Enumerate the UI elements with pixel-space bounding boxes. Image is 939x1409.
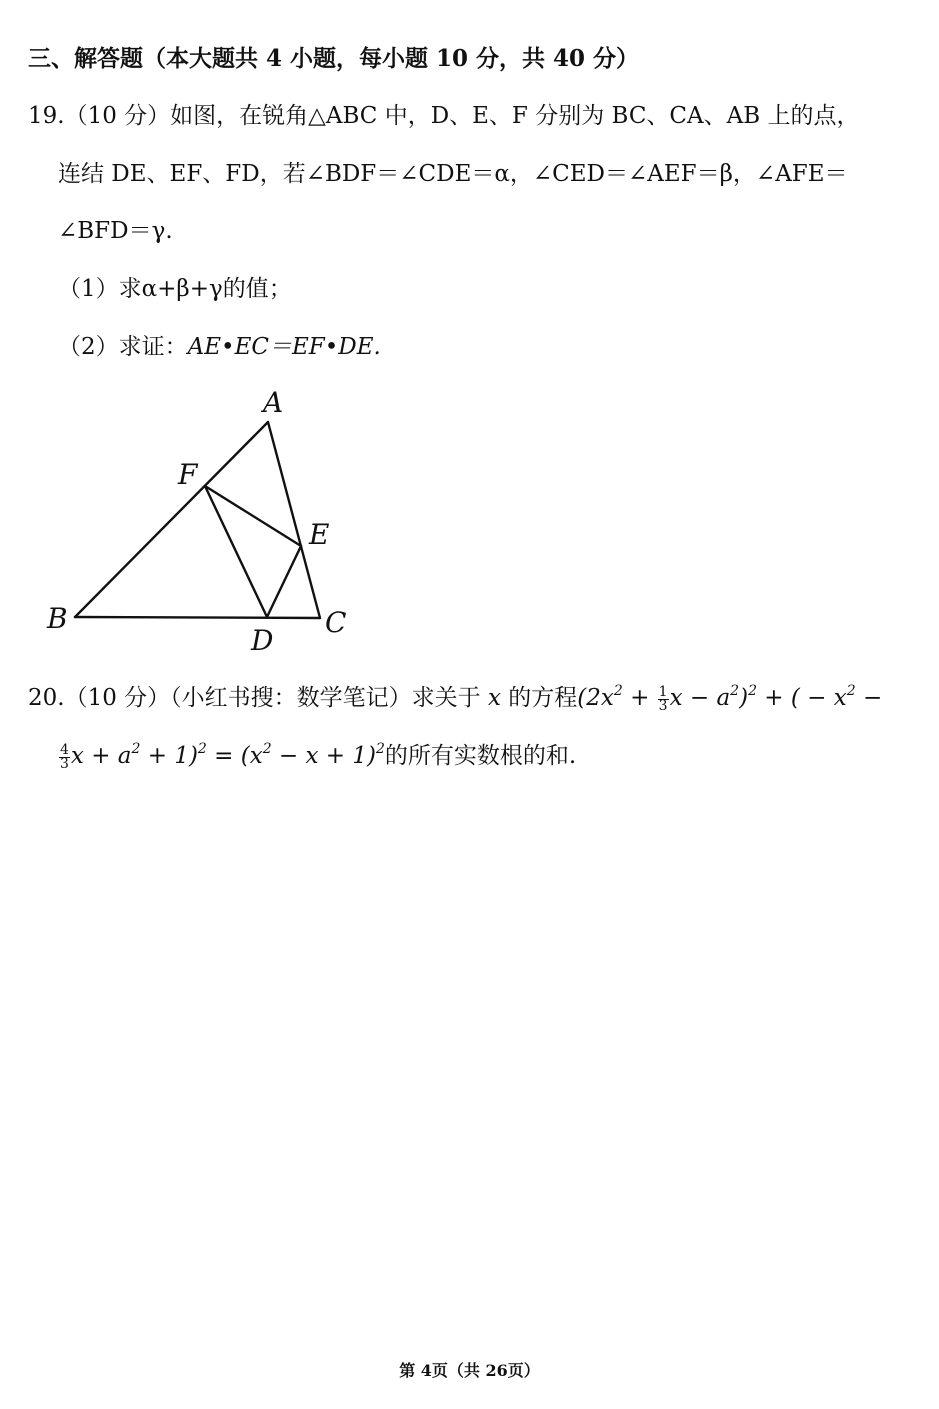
q20-text-a: 求关于 <box>411 685 481 711</box>
q20-line2 <box>58 741 576 771</box>
label-a: A <box>263 386 284 419</box>
q20-equation-part2: $\frac{4}{3}$ $x + a^2 + 1)^2 = (x^2 - x + 1)^2$ <box>60 741 385 772</box>
triangle-figure <box>0 380 420 670</box>
q19-part2-label: （2）求证： <box>58 334 188 360</box>
q19-line1 <box>28 101 859 131</box>
label-f: F <box>178 458 198 491</box>
q19-number: 19. <box>28 103 65 129</box>
q19-points: （10 分） <box>64 103 171 129</box>
q20-variable-x: x <box>487 685 501 711</box>
label-d: D <box>251 624 274 657</box>
q20-equation-part1: ($2x^2$ + $\frac{1}{3}$ $x - a^2)^2$ + ( − $x^2$ − <box>577 683 883 714</box>
q19-stem: 如图，在锐角△ABC 中，D、E、F 分别为 BC、CA、AB 上的点， <box>170 103 860 129</box>
q20-line1 <box>28 683 882 713</box>
q20-points: （10 分） <box>64 685 171 711</box>
q19-line3: ∠BFD＝γ. <box>58 218 173 244</box>
q19-part1: （1）求α+β+γ的值； <box>58 276 292 302</box>
q19-part2-expression: AE•EC＝EF•DE. <box>187 334 381 360</box>
fraction-one-third: $\frac{1}{3}$ <box>658 683 668 714</box>
q20-number: 20. <box>28 685 65 711</box>
q20-source: （小红书搜：数学笔记） <box>170 685 412 711</box>
label-c: C <box>325 606 347 639</box>
label-b: B <box>47 602 68 635</box>
fraction-four-thirds: $\frac{4}{3}$ <box>60 741 69 772</box>
q19-line2: 连结 DE、EF、FD，若∠BDF＝∠CDE＝α，∠CED＝∠AEF＝β，∠AFE＝ <box>58 161 848 187</box>
segment-bc <box>75 617 320 618</box>
section-heading: 三、解答题（本大题共 4 小题，每小题 10 分，共 40 分） <box>28 45 640 72</box>
segment-ab <box>75 422 268 617</box>
segment-de <box>267 546 301 617</box>
q20-text-c: 的所有实数根的和. <box>384 743 577 769</box>
page-footer: 第 4页（共 26页） <box>399 1361 540 1380</box>
label-e: E <box>309 518 330 551</box>
q20-text-b: 的方程 <box>508 685 578 711</box>
q19-part2 <box>58 332 381 362</box>
